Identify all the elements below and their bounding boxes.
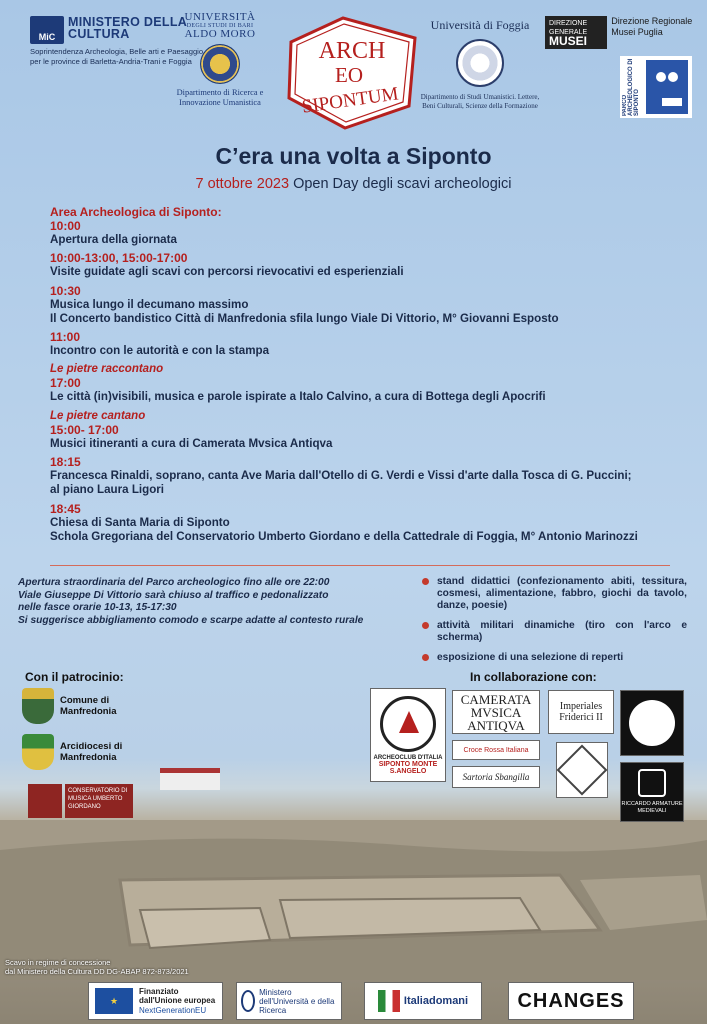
arch-logo-text-1: ARCH xyxy=(318,38,386,64)
riccardo-mark-icon xyxy=(638,769,666,797)
patron-arcidiocesi xyxy=(22,734,130,770)
musei-region: Direzione Regionale Musei Puglia xyxy=(611,16,693,37)
riccardo-name: RICCARDO ARMATURE MEDIEVALI xyxy=(621,801,683,814)
uniba-seal-icon xyxy=(200,44,240,84)
archeoclub-ring-icon xyxy=(380,696,436,752)
comune-crest-icon xyxy=(22,688,54,724)
program-time: 11:00 xyxy=(50,330,81,345)
eu-line2: dall'Unione europea xyxy=(139,996,216,1006)
unifg-seal-icon xyxy=(456,39,504,87)
program-location: Area Archeologica di Siponto: xyxy=(50,205,222,219)
eu-line3: NextGenerationEU xyxy=(139,1005,207,1015)
program-desc: Musica lungo il decumano massimo xyxy=(50,297,249,311)
arch-logo-text-3: SIPONTUM xyxy=(300,83,400,118)
archeoclub-name: SIPONTO MONTE S.ANGELO xyxy=(378,760,438,775)
program-desc: Musici itineranti a cura di Camerata Mvsica Antiqva xyxy=(50,436,333,450)
notes xyxy=(18,577,378,627)
eu-logo xyxy=(88,982,223,1020)
event-date: 7 ottobre 2023 xyxy=(195,176,290,192)
musei-small: DIREZIONE GENERALE xyxy=(549,20,588,36)
program-item xyxy=(50,205,690,247)
program-desc: Il Concerto bandistico Città di Manfredonia sfila lungo Viale Di Vittorio, M° Giovanni Esposto xyxy=(50,311,559,325)
patron-arcidiocesi-name: Arcidiocesi di Manfredonia xyxy=(60,741,123,763)
program-item xyxy=(50,502,690,545)
camerata-logo: CAMERATA MVSICA ANTIQVA xyxy=(452,690,540,734)
parco-logo xyxy=(620,56,692,118)
mic-badge: MiC xyxy=(30,16,64,44)
program-desc: Apertura della giornata xyxy=(50,233,177,246)
archeoclub-ring-text: ARCHEOCLUB D'ITALIA xyxy=(373,754,443,761)
program-desc: Le città (in)visibili, musica e parole ispirate a Italo Calvino, a cura di Bottega degli Apocrifi xyxy=(50,390,546,404)
excavation-credit xyxy=(5,958,189,976)
program-desc: Francesca Rinaldi, soprano, canta Ave Maria dall'Otello di G. Verdi e Vissi d'arte dalla Tosca di G. Puccini; xyxy=(50,469,632,483)
imperiales-logo: Imperiales Friderici II xyxy=(548,690,614,734)
uniba-line2: DEGLI STUDI DI BARI xyxy=(186,23,254,29)
arch-logo-text-2: EO xyxy=(335,63,363,87)
program-item xyxy=(50,455,690,498)
program-time: 18:15 xyxy=(50,455,81,470)
divider xyxy=(50,565,670,566)
activity-item: stand didattici (confezionamento abiti, tessitura, cosmesi, alimentazione, fabbro, giochi da tavolo, danze, poesie) xyxy=(422,576,687,612)
program-time: 18:45 xyxy=(50,501,81,516)
conservatorio-mark-icon xyxy=(28,784,62,818)
italy-flag-icon xyxy=(378,990,400,1012)
activity-item: attività militari dinamiche (tiro con l'arco e scherma) xyxy=(422,620,687,644)
activity-item: esposizione di una selezione di reperti xyxy=(422,652,687,664)
collaboration-label: In collaborazione con: xyxy=(470,670,597,684)
farmhouse xyxy=(160,768,220,790)
shield-logo xyxy=(620,690,684,756)
mur-emblem-icon xyxy=(241,990,255,1012)
program-item xyxy=(50,409,690,451)
program-time: 10:30 xyxy=(50,283,81,298)
excavation-photo xyxy=(0,820,707,980)
program-item xyxy=(50,362,690,404)
mur-logo xyxy=(236,982,342,1020)
uniba-line3: ALDO MORO xyxy=(184,28,256,40)
mur-name: Ministero dell'Università e della Ricerca xyxy=(259,987,335,1015)
changes-logo: CHANGES xyxy=(508,982,634,1020)
program-desc: Visite guidate agli scavi con percorsi rievocativi ed esperienziali xyxy=(50,265,404,279)
program xyxy=(50,205,690,548)
program-time: 17:00 xyxy=(50,376,81,391)
musei-logo xyxy=(545,16,705,49)
program-time: 10:00-13:00, 15:00-17:00 xyxy=(50,251,188,266)
eu-line1: Finanziato xyxy=(139,986,179,996)
page-subtitle xyxy=(0,176,707,192)
parco-face-icon xyxy=(646,60,688,114)
eu-flag-icon: ★ xyxy=(95,988,133,1014)
musei-mark xyxy=(545,16,607,49)
archeoclub-logo xyxy=(370,688,446,782)
credit-line: dal Ministero della Cultura DD DG-ABAP 872-873/2021 xyxy=(5,967,189,976)
italiadomani-name: Italiadomani xyxy=(403,995,469,1007)
arcidiocesi-crest-icon xyxy=(22,734,54,770)
italiadomani-logo xyxy=(364,982,482,1020)
crest-icon xyxy=(629,700,675,746)
program-item xyxy=(50,284,690,327)
program-label: Le pietre raccontano xyxy=(50,363,164,376)
event-tagline: Open Day degli scavi archeologici xyxy=(293,176,512,192)
conservatorio-name: CONSERVATORIO DI MUSICA UMBERTO GIORDANO xyxy=(65,784,133,818)
program-desc: Incontro con le autorità e con la stampa xyxy=(50,344,270,358)
program-item xyxy=(50,251,690,279)
uniba-dept: Dipartimento di Ricerca e Innovazione Umanistica xyxy=(176,88,264,107)
riccardo-logo xyxy=(620,762,684,822)
program-item xyxy=(50,330,690,358)
credit-line: Scavo in regime di concessione xyxy=(5,958,111,967)
note-line: Apertura straordinaria del Parco archeologico fino alle ore 22:00 xyxy=(18,577,330,588)
page-title: C’era una volta a Siponto xyxy=(215,143,492,169)
ricordo-logo xyxy=(556,742,608,798)
activity-list xyxy=(422,576,687,672)
croce-rossa-logo: Croce Rossa Italiana xyxy=(452,740,540,760)
unifg-name: Università di Foggia xyxy=(430,18,530,32)
patron-comune xyxy=(22,688,130,724)
mic-name: MINISTERO DELLA CULTURA xyxy=(68,15,187,41)
sartoria-logo: Sartoria Sbangilla xyxy=(452,766,540,788)
unifg-dept: Dipartimento di Studi Umanistici. Lettere, Beni Culturali, Scienze della Formazione xyxy=(420,93,540,110)
program-label: Le pietre cantano xyxy=(50,409,146,422)
note-line: Si suggerisce abbigliamento comodo e scarpe adatte al contesto rurale xyxy=(18,614,364,626)
patronage-label: Con il patrocinio: xyxy=(25,670,124,684)
swords-icon xyxy=(557,745,608,796)
note-line: nelle fasce orarie 10-13, 15-17:30 xyxy=(18,602,177,613)
patron-comune-name: Comune di Manfredonia xyxy=(60,695,117,717)
musei-big: MUSEI xyxy=(549,34,588,48)
uniba-logo xyxy=(165,12,275,108)
conservatorio-logo xyxy=(28,784,133,818)
parco-text: PARCO ARCHEOLOGICO DI SIPONTO xyxy=(622,58,640,116)
program-desc: al piano Laura Ligori xyxy=(50,483,165,497)
program-desc: Chiesa di Santa Maria di Siponto xyxy=(50,515,230,529)
program-time: 15:00- 17:00 xyxy=(50,422,119,437)
mic-subtitle: Soprintendenza Archeologia, Belle arti e Paesaggio per le province di Barletta-Andria-Trani e Foggia xyxy=(30,47,204,66)
uniba-line1: UNIVERSITÀ xyxy=(184,11,256,23)
archeo-sipontum-logo xyxy=(283,14,421,132)
note-line: Viale Giuseppe Di Vittorio sarà chiuso al traffico e pedonalizzato xyxy=(18,589,329,601)
program-desc: Schola Gregoriana del Conservatorio Umberto Giordano e della Cattedrale di Foggia, M° Antonio Marinozzi xyxy=(50,529,638,543)
unifg-logo xyxy=(420,18,540,111)
program-time: 10:00 xyxy=(50,219,81,233)
